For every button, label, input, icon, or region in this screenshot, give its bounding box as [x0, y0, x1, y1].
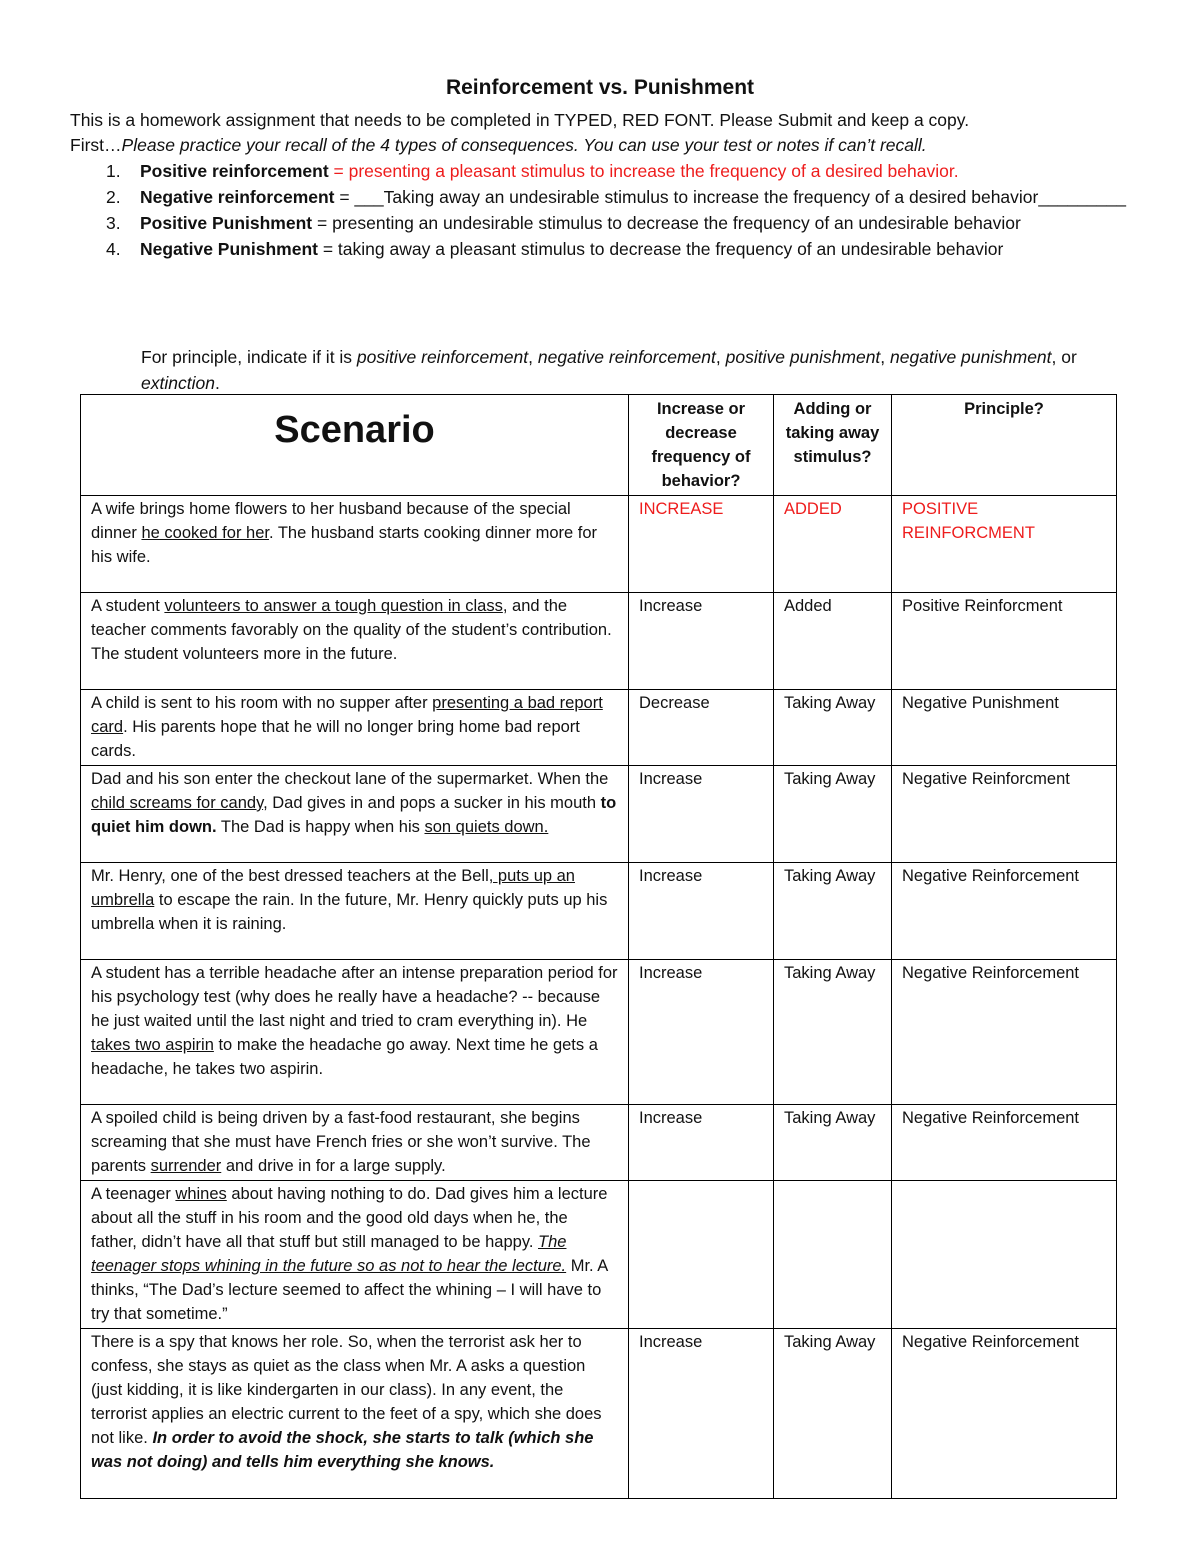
instr-term: extinction [141, 373, 215, 393]
consequence-item [106, 210, 1130, 236]
scenario-text: . The husband starts cooking dinner more for his wife. [91, 524, 598, 566]
header-adding: Adding or taking away stimulus? [774, 395, 892, 496]
scenario-text: to escape the rain. In the future, Mr. Henry quickly puts up his umbrella when it is raining. [91, 891, 608, 933]
scenario-text: volunteers to answer a tough question in class [164, 597, 503, 615]
scenario-cell [81, 690, 629, 766]
principle-cell [892, 1181, 1117, 1329]
scenario-cell [81, 766, 629, 863]
consequence-definition: presenting an undesirable stimulus to decrease the frequency of an undesirable behavior [332, 213, 1021, 233]
item-number: 4. [106, 239, 121, 259]
scenario-text: Mr. Henry, one of the best dressed teachers at the Bell [91, 867, 489, 885]
scenario-text: A spoiled child is being driven by a fast-food restaurant, she begins screaming that she must have French fries or she won’t survive. The parents [91, 1109, 591, 1175]
scenario-text: he cooked for her [141, 524, 269, 542]
consequence-item [106, 184, 1130, 210]
consequence-item [106, 236, 1130, 262]
scenario-text: surrender [150, 1157, 222, 1175]
table-row [81, 1181, 1117, 1329]
consequence-sep: = [317, 239, 338, 259]
scenario-text: , Dad gives in and pops a sucker in his mouth [263, 794, 601, 812]
increase-cell: Decrease [629, 690, 774, 766]
consequence-sep: = [312, 213, 333, 233]
table-row [81, 593, 1117, 690]
adding-cell: Added [774, 593, 892, 690]
consequence-definition: presenting a pleasant stimulus to increase the frequency of a desired behavior. [348, 161, 959, 181]
table-row [81, 960, 1117, 1105]
scenario-cell [81, 1105, 629, 1181]
scenario-text: to quiet him down. [91, 794, 617, 836]
increase-cell: Increase [629, 960, 774, 1105]
principle-cell: Negative Reinforcement [892, 960, 1117, 1105]
adding-cell: Taking Away [774, 863, 892, 960]
scenario-text: child screams for candy [91, 794, 264, 812]
adding-cell: Taking Away [774, 766, 892, 863]
adding-cell: Taking Away [774, 690, 892, 766]
scenario-text: . His parents hope that he will no longer bring home bad report cards. [91, 718, 580, 760]
item-number: 2. [106, 187, 121, 207]
table-row [81, 496, 1117, 593]
scenario-text: Mr. A thinks, “The Dad’s lecture seemed to affect the whining – I will have to try that sometime.” [91, 1257, 608, 1323]
principle-cell: Negative Reinforcement [892, 863, 1117, 960]
scenario-text: to make the headache go away. Next time he gets a headache, he takes two aspirin. [91, 1036, 598, 1078]
scenario-text: about having nothing to do. Dad gives him a lecture about all the stuff in his room and the good old days when he, the father, didn’t have all that stuff but still managed to be happy. [91, 1185, 608, 1251]
instr-text: , or [1051, 347, 1077, 367]
adding-cell: ADDED [774, 496, 892, 593]
intro-italic: Please practice your recall of the 4 types of consequences. You can use your test or notes if can’t recall. [121, 135, 927, 155]
adding-cell: Taking Away [774, 1105, 892, 1181]
scenario-text: A child is sent to his room with no supper after [91, 694, 433, 712]
scenario-text: , puts up an umbrella [91, 867, 575, 909]
instr-term: positive punishment [725, 347, 881, 367]
table-row [81, 863, 1117, 960]
scenario-text: In order to avoid the shock, she starts to talk (which she was not doing) and tells him everything she knows. [91, 1429, 594, 1471]
intro-prefix: First… [70, 135, 122, 155]
instr-text: . [214, 373, 220, 393]
scenario-cell [81, 1181, 629, 1329]
increase-cell: Increase [629, 593, 774, 690]
scenario-text: A teenager [91, 1185, 176, 1203]
principle-cell: POSITIVE REINFORCMENT [892, 496, 1117, 593]
scenario-text: A student [91, 597, 165, 615]
adding-cell: Taking Away [774, 960, 892, 1105]
scenario-text: Dad and his son enter the checkout lane of the supermarket. When the [91, 770, 609, 788]
adding-cell: Taking Away [774, 1329, 892, 1499]
intro-line-1: This is a homework assignment that needs to be completed in TYPED, RED FONT. Please Submit and keep a copy. [70, 110, 970, 130]
table-header-row [81, 395, 1117, 496]
scenario-text: A wife brings home flowers to her husband because of the special dinner [91, 500, 571, 542]
scenario-text: takes two aspirin [91, 1036, 214, 1054]
scenario-cell [81, 593, 629, 690]
increase-cell: Increase [629, 1329, 774, 1499]
scenario-text: and drive in for a large supply. [221, 1157, 446, 1175]
adding-cell [774, 1181, 892, 1329]
scenario-text: The teenager stops whining in the future so as not to hear the lecture. [91, 1233, 567, 1275]
principle-cell: Positive Reinforcment [892, 593, 1117, 690]
instr-text: For principle, indicate if it is [141, 347, 357, 367]
scenario-text: whines [175, 1185, 227, 1203]
consequence-item [106, 158, 1130, 184]
consequence-term: Negative Punishment [140, 239, 318, 259]
item-number: 1. [106, 161, 121, 181]
table-row [81, 1105, 1117, 1181]
scenario-text: A student has a terrible headache after an intense preparation period for his psychology test (why does he really have a headache? -- because he just waited until the last night and tried to cram everything in). He [91, 964, 618, 1030]
intro-line-2 [70, 135, 927, 156]
consequence-term: Negative reinforcement [140, 187, 335, 207]
increase-cell [629, 1181, 774, 1329]
consequence-term: Positive reinforcement [140, 161, 329, 181]
consequence-sep: = [334, 187, 355, 207]
scenario-text: son quiets down. [424, 818, 549, 836]
instr-term: negative reinforcement [537, 347, 716, 367]
scenario-cell [81, 1329, 629, 1499]
scenario-text: , and the teacher comments favorably on the quality of the student’s contribution. The student volunteers more in the future. [91, 597, 612, 663]
consequence-definition: ___Taking away an undesirable stimulus to increase the frequency of a desired behavior_________ [354, 187, 1126, 207]
consequence-sep: = [328, 161, 349, 181]
scenario-cell [81, 496, 629, 593]
instr-text: , [715, 347, 726, 367]
consequence-definition: taking away a pleasant stimulus to decrease the frequency of an undesirable behavior [337, 239, 1004, 259]
table-row [81, 690, 1117, 766]
instructions [141, 344, 1101, 396]
header-increase: Increase or decrease frequency of behavior? [629, 395, 774, 496]
page-title: Reinforcement vs. Punishment [445, 76, 755, 99]
table-row [81, 1329, 1117, 1499]
principle-cell: Negative Punishment [892, 690, 1117, 766]
scenario-cell [81, 863, 629, 960]
scenario-text: presenting a bad report card [91, 694, 603, 736]
scenario-cell [81, 960, 629, 1105]
table-row [81, 766, 1117, 863]
scenario-text: The Dad is happy when his [216, 818, 425, 836]
principle-cell: Negative Reinforcement [892, 1329, 1117, 1499]
increase-cell: Increase [629, 1105, 774, 1181]
scenario-table [80, 394, 1117, 1499]
instr-text: , [880, 347, 891, 367]
instr-term: negative punishment [890, 347, 1052, 367]
consequence-list [106, 158, 1130, 262]
principle-cell: Negative Reinforcement [892, 1105, 1117, 1181]
header-principle: Principle? [892, 395, 1117, 496]
consequence-term: Positive Punishment [140, 213, 313, 233]
instr-text: , [528, 347, 538, 367]
increase-cell: INCREASE [629, 496, 774, 593]
instr-term: positive reinforcement [356, 347, 529, 367]
increase-cell: Increase [629, 863, 774, 960]
item-number: 3. [106, 213, 121, 233]
header-scenario: Scenario [81, 395, 629, 496]
scenario-text: There is a spy that knows her role. So, when the terrorist ask her to confess, she stays as quiet as the class when Mr. A asks a question (just kidding, it is like kindergarten in our class). In any event, the terrorist applies an electric current to the feet of a spy, which she does not like. [91, 1333, 602, 1447]
principle-cell: Negative Reinforcment [892, 766, 1117, 863]
increase-cell: Increase [629, 766, 774, 863]
